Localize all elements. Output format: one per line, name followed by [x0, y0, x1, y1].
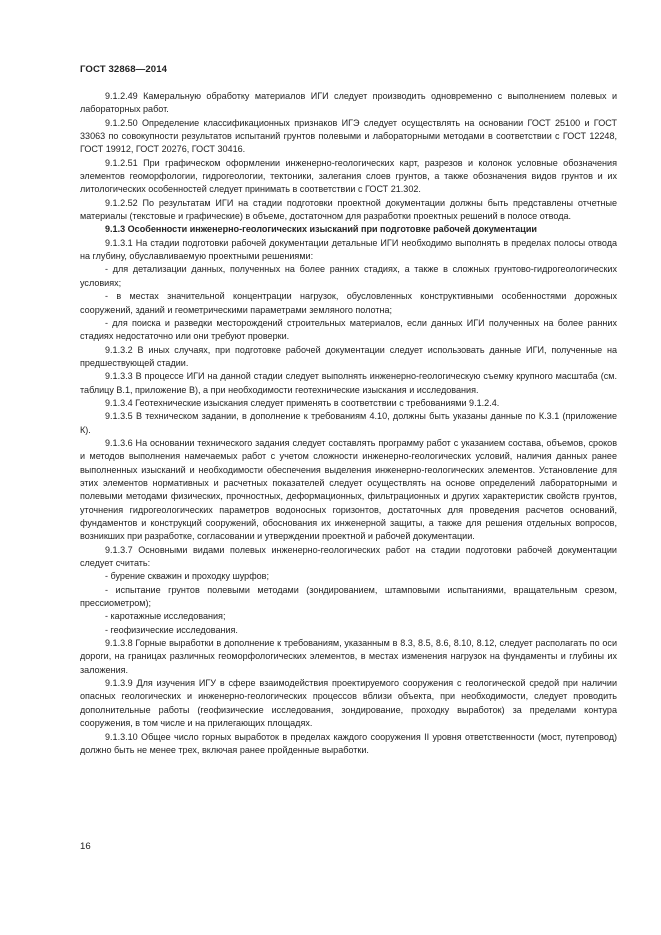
paragraph: 9.1.2.51 При графическом оформлении инженерно-геологических карт, разрезов и колонок условные обозначения элементов геоморфологии, гидрогеологии, тектоники, залегания слоев грунтов, а также обозначения видов грунтов и их литологических особенностей следует принимать в соответствии с ГОСТ 21.302.: [80, 157, 617, 195]
document-body: [80, 90, 617, 757]
paragraph: 9.1.3.7 Основными видами полевых инженерно-геологических работ на стадии подготовки рабочей документации следует считать:: [80, 544, 617, 569]
list-item: - для поиска и разведки месторождений строительных материалов, если данных ИГИ полученных на более ранних стадиях недостаточно или они требуют проверки.: [80, 317, 617, 342]
list-item: - в местах значительной концентрации нагрузок, обусловленных конструктивными особенностями дорожных сооружений, зданий и геометрическими параметрами земляного полотна;: [80, 291, 617, 315]
paragraph: 9.1.3.1 На стадии подготовки рабочей документации детальные ИГИ необходимо выполнять в пределах полосы отвода на глубину, обуславливаемую проектными решениями:: [80, 237, 617, 262]
paragraph: 9.1.3.3 В процессе ИГИ на данной стадии следует выполнять инженерно-геологическую съемку крупного масштаба (см. таблицу В.1, приложение В), а при необходимости геотехнические изыскания и исследования.: [80, 371, 617, 395]
paragraph: 9.1.3.10 Общее число горных выработок в пределах каждого сооружения II уровня ответственности (мост, путепровод) должно быть не менее трех, включая ранее пройденные выработки.: [80, 731, 617, 755]
document-header: ГОСТ 32868—2014: [80, 64, 168, 75]
paragraph: 9.1.3.9 Для изучения ИГУ в сфере взаимодействия проектируемого сооружения с геологической средой при наличии опасных геологических и инженерно-геологических процессов вблизи объекта, при необходимости, следует проводить дополнительные работы (геофизические исследования, зондирование, проходку выработок) за пределами контура сооружения, в том числе и на прилегающих площадях.: [80, 678, 617, 729]
paragraph: 9.1.2.52 По результатам ИГИ на стадии подготовки проектной документации должны быть представлены отчетные материалы (текстовые и графические) в объеме, достаточном для разработки проектных решений в полосе отвода.: [80, 197, 617, 222]
paragraph: 9.1.3.4 Геотехнические изыскания следует применять в соответствии с требованиями 9.1.2.4.: [105, 397, 500, 408]
paragraph: 9.1.3.8 Горные выработки в дополнение к требованиям, указанным в 8.3, 8.5, 8.6, 8.10, 8.12, следует располагать по оси дороги, на границах различных геоморфологических элементов, в местах изменения нагрузок на фундаменты и глубины их заложения.: [80, 638, 617, 675]
section-heading: 9.1.3 Особенности инженерно-геологических изысканий при подготовке рабочей документации: [105, 224, 537, 235]
paragraph: 9.1.3.5 В техническом задании, в дополнение к требованиям 4.10, должны быть указаны данные по К.3.1 (приложение К).: [80, 411, 617, 435]
paragraph: 9.1.3.2 В иных случаях, при подготовке рабочей документации следует использовать данные ИГИ, полученные на предшествующей стадии.: [80, 344, 617, 368]
list-item: - каротажные исследования;: [105, 611, 226, 622]
list-item: - для детализации данных, полученных на более ранних стадиях, а также в сложных грунтово-гидрогеологических условиях;: [80, 264, 617, 288]
paragraph: 9.1.2.50 Определение классификационных признаков ИГЭ следует осуществлять на основании ГОСТ 25100 и ГОСТ 33063 по совокупности результатов испытаний грунтов полевыми и лабораторными методами в соответствии с ГОСТ 12248, ГОСТ 19912, ГОСТ 20276, ГОСТ 30416.: [80, 117, 617, 155]
page-number: 16: [80, 841, 91, 852]
list-item: - испытание грунтов полевыми методами (зондированием, штамповыми испытаниями, вращательным срезом, прессиометром);: [80, 584, 617, 609]
paragraph: 9.1.2.49 Камеральную обработку материалов ИГИ следует производить одновременно с выполнением полевых и лабораторных работ.: [80, 91, 617, 115]
list-item: - геофизические исследования.: [105, 624, 238, 635]
list-item: - бурение скважин и проходку шурфов;: [105, 571, 269, 582]
paragraph: 9.1.3.6 На основании технического задания следует составлять программу работ с указанием состава, объемов, сроков и методов выполнения намечаемых работ с учетом сложности инженерно-геологических условий, наличия данных ранее выполненных изысканий и необходимости обеспечения выделения инженерно-геологических элементов. Установление для этих элементов нормативных и расчетных показателей следует осуществлять на основе определений лабораторными и полевыми методами физических, прочностных, деформационных, фильтрационных и других характеристик свойств грунтов, уточнения гидрогеологических параметров водоносных горизонтов, достаточных для проведения расчетов оснований, фундаментов и конструкций сооружений, обоснования их инженерной защиты, а также для решения отдельных вопросов, возникших при разработке, согласовании и утверждении проектной и рабочей документации.: [80, 437, 617, 542]
